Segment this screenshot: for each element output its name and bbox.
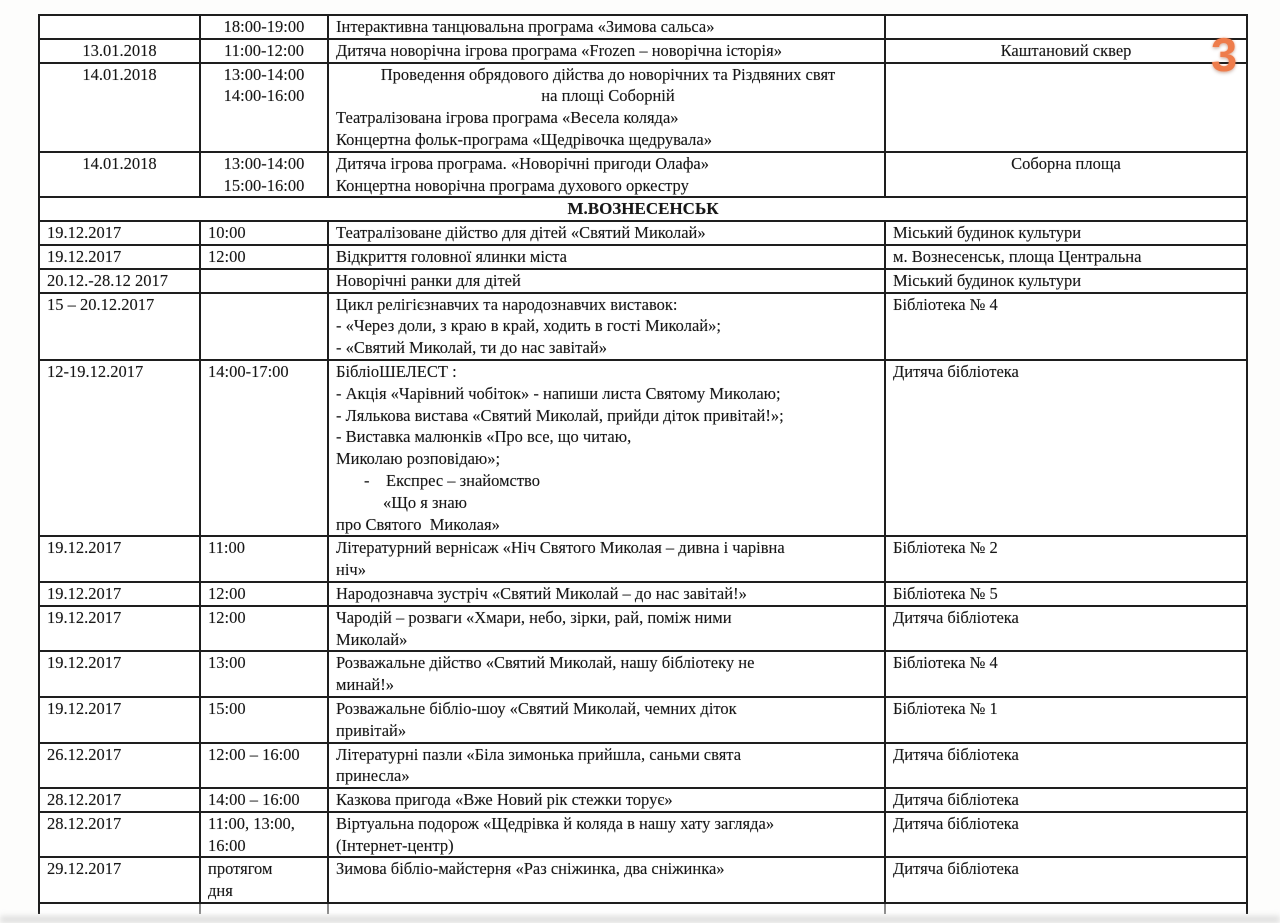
location-cell: Дитяча бібліотека xyxy=(893,790,1019,810)
event-cell xyxy=(329,222,886,244)
event-line: - Експрес – знайомство xyxy=(364,470,540,490)
location-cell xyxy=(886,904,1246,914)
table-row xyxy=(40,294,1246,361)
location-cell xyxy=(886,64,1246,151)
date-cell: 19.12.2017 xyxy=(40,583,201,605)
event-line: - Акція «Чарівний чобіток» - напиши листа Святому Миколаю; xyxy=(336,383,781,403)
time-line: 15:00-16:00 xyxy=(223,175,305,195)
time-line: протягом xyxy=(208,859,273,879)
event-line: Відкриття головної ялинки міста xyxy=(336,246,567,266)
time-cell xyxy=(201,64,329,151)
event-cell xyxy=(329,294,886,359)
event-line: Дитяча новорічна ігрова програма «Frozen – новорічна історія» xyxy=(336,40,782,60)
event-line: Концертна новорічна програма духового оркестру xyxy=(336,175,689,195)
date-cell: 19.12.2017 xyxy=(40,246,201,268)
event-cell xyxy=(329,361,886,535)
cut-off-next-row xyxy=(40,904,1246,914)
date-cell: 12-19.12.2017 xyxy=(40,361,201,535)
time-line: 14:00 – 16:00 xyxy=(208,790,300,810)
event-line: Інтерактивна танцювальна програма «Зимова сальса» xyxy=(336,17,715,36)
date-cell: 14.01.2018 xyxy=(40,64,201,151)
time-line: 11:00-12:00 xyxy=(223,40,305,60)
table-row xyxy=(40,858,1246,904)
time-line: 18:00-19:00 xyxy=(223,17,305,36)
event-line: - «Через доли, з краю в край, ходить в гості Миколай»; xyxy=(336,316,721,336)
date-cell xyxy=(40,904,201,914)
time-line: 11:00 xyxy=(208,538,245,558)
location-cell: Бібліотека № 1 xyxy=(893,698,998,718)
date-cell: 19.12.2017 xyxy=(40,607,201,651)
event-line: Чародій – розваги «Хмари, небо, зірки, рай, поміж ними xyxy=(336,607,732,627)
table-row xyxy=(40,16,1246,40)
event-cell xyxy=(329,607,886,651)
event-line: Казкова пригода «Вже Новий рік стежки торує» xyxy=(336,790,673,810)
date-cell: 19.12.2017 xyxy=(40,698,201,742)
table-row xyxy=(40,789,1246,813)
table-row xyxy=(40,583,1246,607)
event-cell xyxy=(329,652,886,696)
event-line: - Лялькова вистава «Святий Миколай, прийди діток привітай!»; xyxy=(336,405,784,425)
location-cell: Дитяча бібліотека xyxy=(893,813,1019,833)
time-line: 11:00, 13:00, xyxy=(208,813,295,833)
event-cell xyxy=(329,64,886,151)
location-cell: Дитяча бібліотека xyxy=(893,607,1019,627)
time-cell xyxy=(201,789,329,811)
event-cell xyxy=(329,789,886,811)
event-line: привітай» xyxy=(336,720,407,740)
event-line: Дитяча ігрова програма. «Новорічні пригоди Олафа» xyxy=(336,153,710,173)
event-cell xyxy=(329,583,886,605)
table-row xyxy=(40,40,1246,64)
date-cell: 20.12.-28.12 2017 xyxy=(40,270,201,292)
time-cell xyxy=(201,813,329,857)
event-line: ніч» xyxy=(336,560,366,580)
event-line: Віртуальна подорож «Щедрівка й коляда в нашу хату загляда» xyxy=(336,813,775,833)
time-cell xyxy=(201,904,329,914)
time-line: дня xyxy=(208,881,233,901)
time-line: 12:00 – 16:00 xyxy=(208,744,300,764)
time-cell xyxy=(201,222,329,244)
time-line: 15:00 xyxy=(208,698,246,718)
table-row xyxy=(40,744,1246,790)
table-row xyxy=(40,813,1246,859)
event-line: Розважальне бібліо-шоу «Святий Миколай, чемних діток xyxy=(336,698,737,718)
event-line: Миколаю розповідаю»; xyxy=(336,449,501,469)
event-line: Літературні пазли «Біла зимонька прийшла, саньми свята xyxy=(336,744,742,764)
event-line: «Що я знаю xyxy=(383,492,467,512)
location-cell xyxy=(886,16,1246,38)
event-cell xyxy=(329,744,886,788)
time-cell xyxy=(201,153,329,197)
event-line: Концертна фольк-програма «Щедрівочка щедрувала» xyxy=(336,129,712,149)
time-line: 13:00-14:00 xyxy=(223,153,305,173)
time-line: 16:00 xyxy=(208,835,246,855)
event-cell xyxy=(329,904,886,914)
time-cell xyxy=(201,246,329,268)
location-cell: Каштановий сквер xyxy=(1000,40,1132,60)
table-row xyxy=(40,222,1246,246)
event-line: Театралізоване дійство для дітей «Святий Миколай» xyxy=(336,223,706,243)
table-row xyxy=(40,153,1246,199)
event-cell xyxy=(329,270,886,292)
event-line: Розважальне дійство «Святий Миколай, нашу бібліотеку не xyxy=(336,653,755,673)
time-cell xyxy=(201,40,329,62)
location-cell: Дитяча бібліотека xyxy=(893,859,1019,879)
event-line: минай!» xyxy=(336,675,394,695)
location-cell: Соборна площа xyxy=(1011,153,1121,173)
event-line: Цикл релігієзнавчих та народознавчих виставок: xyxy=(336,294,678,314)
section-title: М.ВОЗНЕСЕНСЬК xyxy=(567,199,719,219)
date-cell: 13.01.2018 xyxy=(40,40,201,62)
scan-edge-artifact xyxy=(0,916,1280,923)
time-cell xyxy=(201,537,329,581)
time-line: 12:00 xyxy=(208,607,246,627)
time-line: 14:00-17:00 xyxy=(208,361,289,381)
time-cell xyxy=(201,583,329,605)
event-cell xyxy=(329,153,886,197)
date-cell xyxy=(40,16,201,38)
table-row xyxy=(40,246,1246,270)
location-cell: м. Вознесенськ, площа Центральна xyxy=(893,246,1142,266)
event-line: про Святого Миколая» xyxy=(336,514,500,534)
event-cell xyxy=(329,246,886,268)
event-line: Літературний вернісаж «Ніч Святого Миколая – дивна і чарівна xyxy=(336,538,785,558)
table-row xyxy=(40,698,1246,744)
event-line: принесла» xyxy=(336,766,410,786)
date-cell: 14.01.2018 xyxy=(40,153,201,197)
date-cell: 15 – 20.12.2017 xyxy=(40,294,201,359)
time-cell xyxy=(201,16,329,38)
date-cell: 28.12.2017 xyxy=(40,813,201,857)
event-cell xyxy=(329,813,886,857)
time-cell xyxy=(201,858,329,902)
date-cell: 29.12.2017 xyxy=(40,858,201,902)
location-cell: Дитяча бібліотека xyxy=(893,744,1019,764)
location-cell: Бібліотека № 2 xyxy=(893,538,998,558)
date-cell: 19.12.2017 xyxy=(40,652,201,696)
event-line: Миколай» xyxy=(336,629,408,649)
date-cell: 28.12.2017 xyxy=(40,789,201,811)
event-line: Театралізована ігрова програма «Весела коляда» xyxy=(336,108,679,128)
location-cell: Бібліотека № 4 xyxy=(893,653,998,673)
time-line: 12:00 xyxy=(208,246,246,266)
date-cell: 19.12.2017 xyxy=(40,222,201,244)
time-cell xyxy=(201,607,329,651)
time-cell xyxy=(201,361,329,535)
table-row xyxy=(40,361,1246,537)
table-row xyxy=(40,537,1246,583)
page-number: 3 xyxy=(1211,28,1238,81)
section-header-row xyxy=(40,198,1246,222)
event-cell xyxy=(329,698,886,742)
table-row xyxy=(40,64,1246,153)
location-cell: Бібліотека № 5 xyxy=(893,583,998,603)
table-row xyxy=(40,652,1246,698)
event-line: на площі Соборній xyxy=(541,86,675,106)
location-cell: Міський будинок культури xyxy=(893,223,1082,243)
time-cell xyxy=(201,270,329,292)
table-row xyxy=(40,270,1246,294)
event-cell xyxy=(329,537,886,581)
event-line: Новорічні ранки для дітей xyxy=(336,270,521,290)
time-line: 12:00 xyxy=(208,583,246,603)
event-cell xyxy=(329,40,886,62)
location-cell: Дитяча бібліотека xyxy=(893,361,1019,381)
event-cell xyxy=(329,16,886,38)
time-line: 10:00 xyxy=(208,223,246,243)
event-line: Народознавча зустріч «Святий Миколай – до нас завітай!» xyxy=(336,583,747,603)
time-cell xyxy=(201,744,329,788)
time-line: 14:00-16:00 xyxy=(223,86,305,106)
event-line: Проведення обрядового дійства до новорічних та Різдвяних свят xyxy=(380,64,836,84)
time-cell xyxy=(201,698,329,742)
time-cell xyxy=(201,294,329,359)
time-line: 13:00-14:00 xyxy=(223,64,305,84)
location-cell: Бібліотека № 4 xyxy=(893,294,998,314)
events-table xyxy=(38,14,1248,914)
date-cell: 26.12.2017 xyxy=(40,744,201,788)
time-line: 13:00 xyxy=(208,653,246,673)
event-line: Зимова бібліо-майстерня «Раз сніжинка, два сніжинка» xyxy=(336,859,725,879)
table-row xyxy=(40,607,1246,653)
event-line: - Виставка малюнків «Про все, що читаю, xyxy=(336,427,632,447)
event-line: (Інтернет-центр) xyxy=(336,835,454,855)
event-line: БібліоШЕЛЕСТ : xyxy=(336,361,457,381)
event-line: - «Святий Миколай, ти до нас завітай» xyxy=(336,338,607,358)
date-cell: 19.12.2017 xyxy=(40,537,201,581)
time-cell xyxy=(201,652,329,696)
location-cell: Міський будинок культури xyxy=(893,270,1082,290)
event-cell xyxy=(329,858,886,902)
